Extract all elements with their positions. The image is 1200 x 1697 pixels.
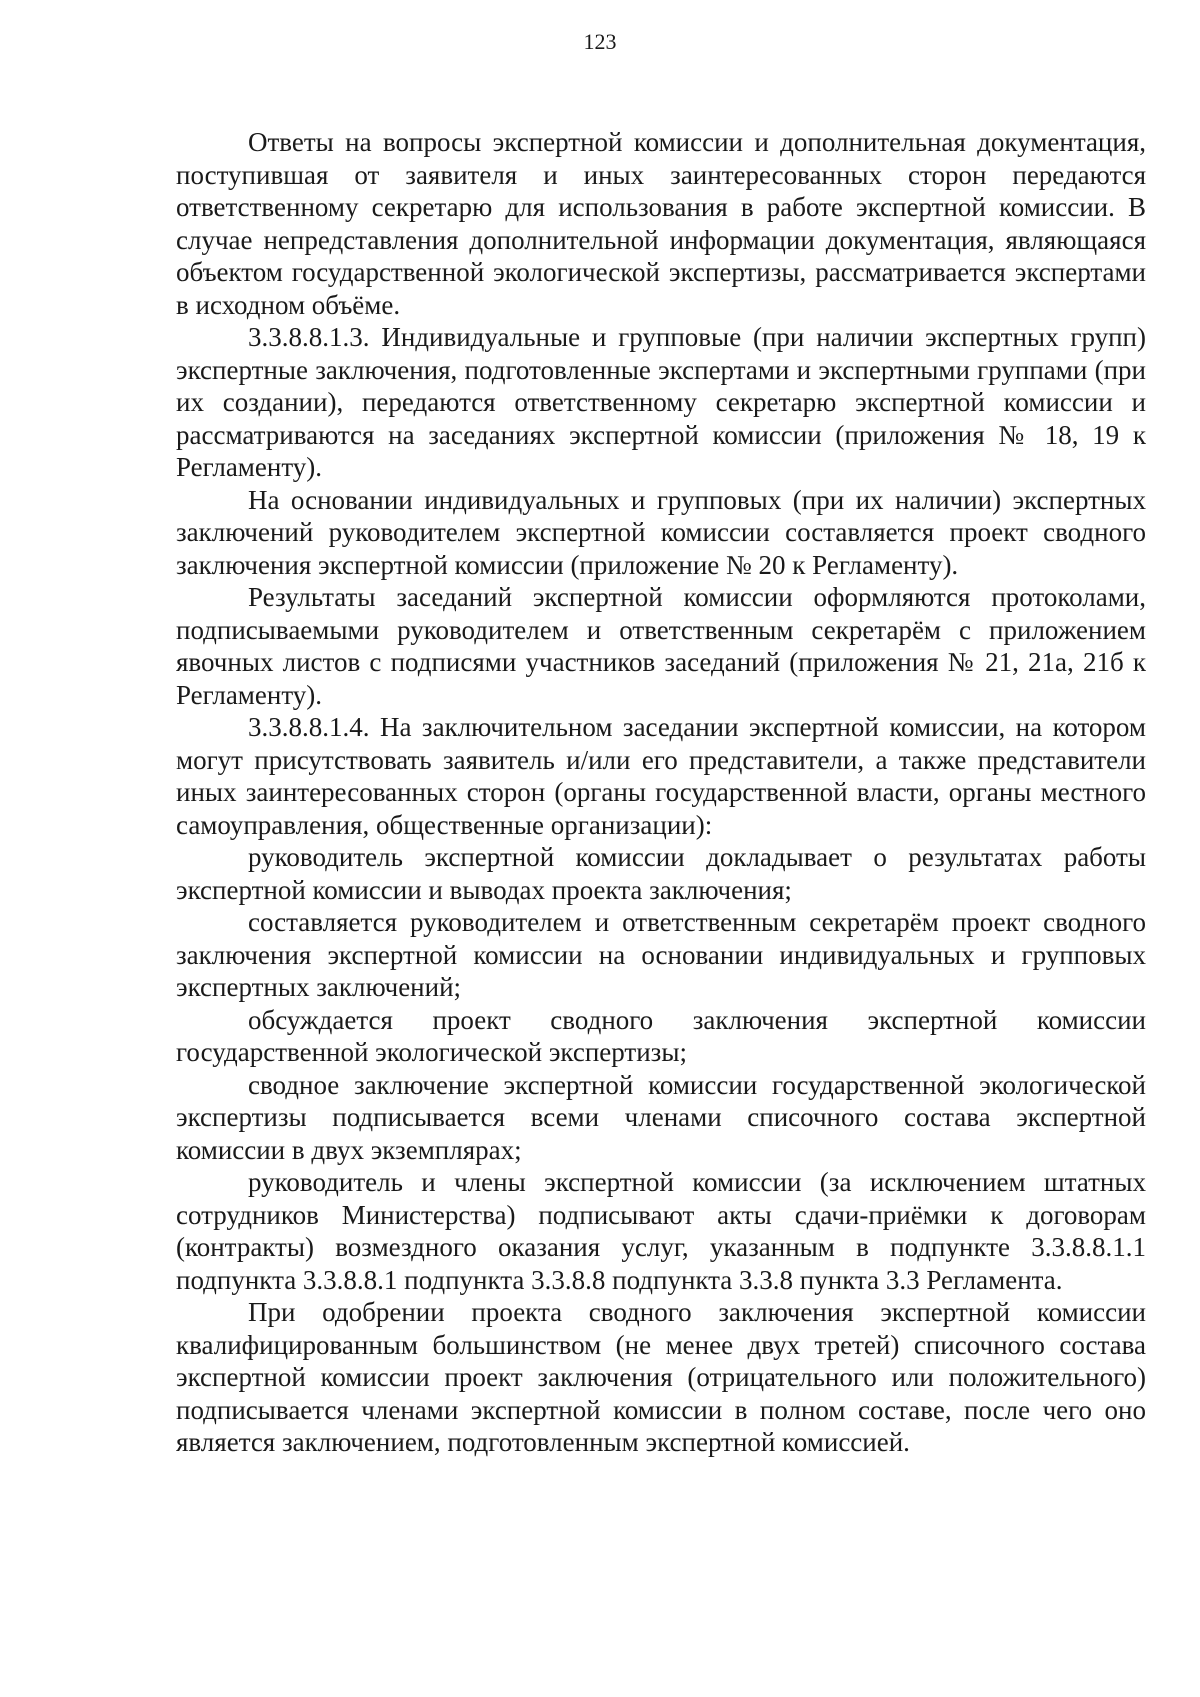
list-item-head-reports: руководитель экспертной комиссии докладывает о результатах работы экспертной комиссии и выводах проекта заключения; [176, 842, 1146, 905]
list-item-conclusion-signed: сводное заключение экспертной комиссии государственной экологической экспертизы подписывается всеми членами списочного состава экспертной комиссии в двух экземплярах; [176, 1069, 1146, 1165]
list-item-draft-discussed: обсуждается проект сводного заключения экспертной комиссии государственной экологической экспертизы; [176, 1004, 1146, 1067]
list-item-draft-prepared: составляется руководителем и ответственным секретарём проект сводного заключения экспертной комиссии на основании индивидуальных и групповых экспертных заключений; [176, 907, 1146, 1002]
page-number: 123 [583, 29, 617, 54]
paragraph-answers-documentation: Ответы на вопросы экспертной комиссии и дополнительная документация, поступившая от заявителя и иных заинтересованных сторон передаются ответственному секретарю для использования в работе экспертной комиссии. В случае непредставления дополнительной информации документация, являющаяся объектом государственной экологической экспертизы, рассматривается экспертами в исходном объёме. [176, 127, 1146, 320]
paragraph-meeting-results: Результаты заседаний экспертной комиссии оформляются протоколами, подписываемыми руководителем и ответственным секретарём с приложением явочных листов с подписями участников заседаний (приложения № 21, 21а, 21б к Регламенту). [176, 582, 1146, 710]
list-item-acceptance-acts: руководитель и члены экспертной комиссии (за исключением штатных сотрудников Министерства) подписывают акты сдачи-приёмки к договорам (контракты) возмездного оказания услуг, указанным в подпункте 3.3.8.8.1.1 подпункта 3.3.8.8.1 подпункта 3.3.8.8 подпункта 3.3.8 пункта 3.3 Регламента. [176, 1167, 1146, 1295]
paragraph-3-3-8-8-1-4: 3.3.8.8.1.4. На заключительном заседании экспертной комиссии, на котором могут присутствовать заявитель и/или его представители, а также представители иных заинтересованных сторон (органы государственной власти, органы местного самоуправления, общественные организации): [176, 712, 1146, 840]
paragraph-approval: При одобрении проекта сводного заключения экспертной комиссии квалифицированным большинством (не менее двух третей) списочного состава экспертной комиссии проект заключения (отрицательного или положительного) подписывается членами экспертной комиссии в полном составе, после чего оно является заключением, подготовленным экспертной комиссией. [176, 1297, 1146, 1457]
paragraph-summary-draft: На основании индивидуальных и групповых (при их наличии) экспертных заключений руководителем экспертной комиссии составляется проект сводного заключения экспертной комиссии (приложение № 20 к Регламенту). [176, 484, 1146, 580]
document-body [176, 126, 1146, 1459]
paragraph-3-3-8-8-1-3: 3.3.8.8.1.3. Индивидуальные и групповые (при наличии экспертных групп) экспертные заключения, подготовленные экспертами и экспертными группами (при их создании), передаются ответственному секретарю экспертной комиссии и рассматриваются на заседаниях экспертной комиссии (приложения № 18, 19 к Регламенту). [176, 322, 1146, 482]
